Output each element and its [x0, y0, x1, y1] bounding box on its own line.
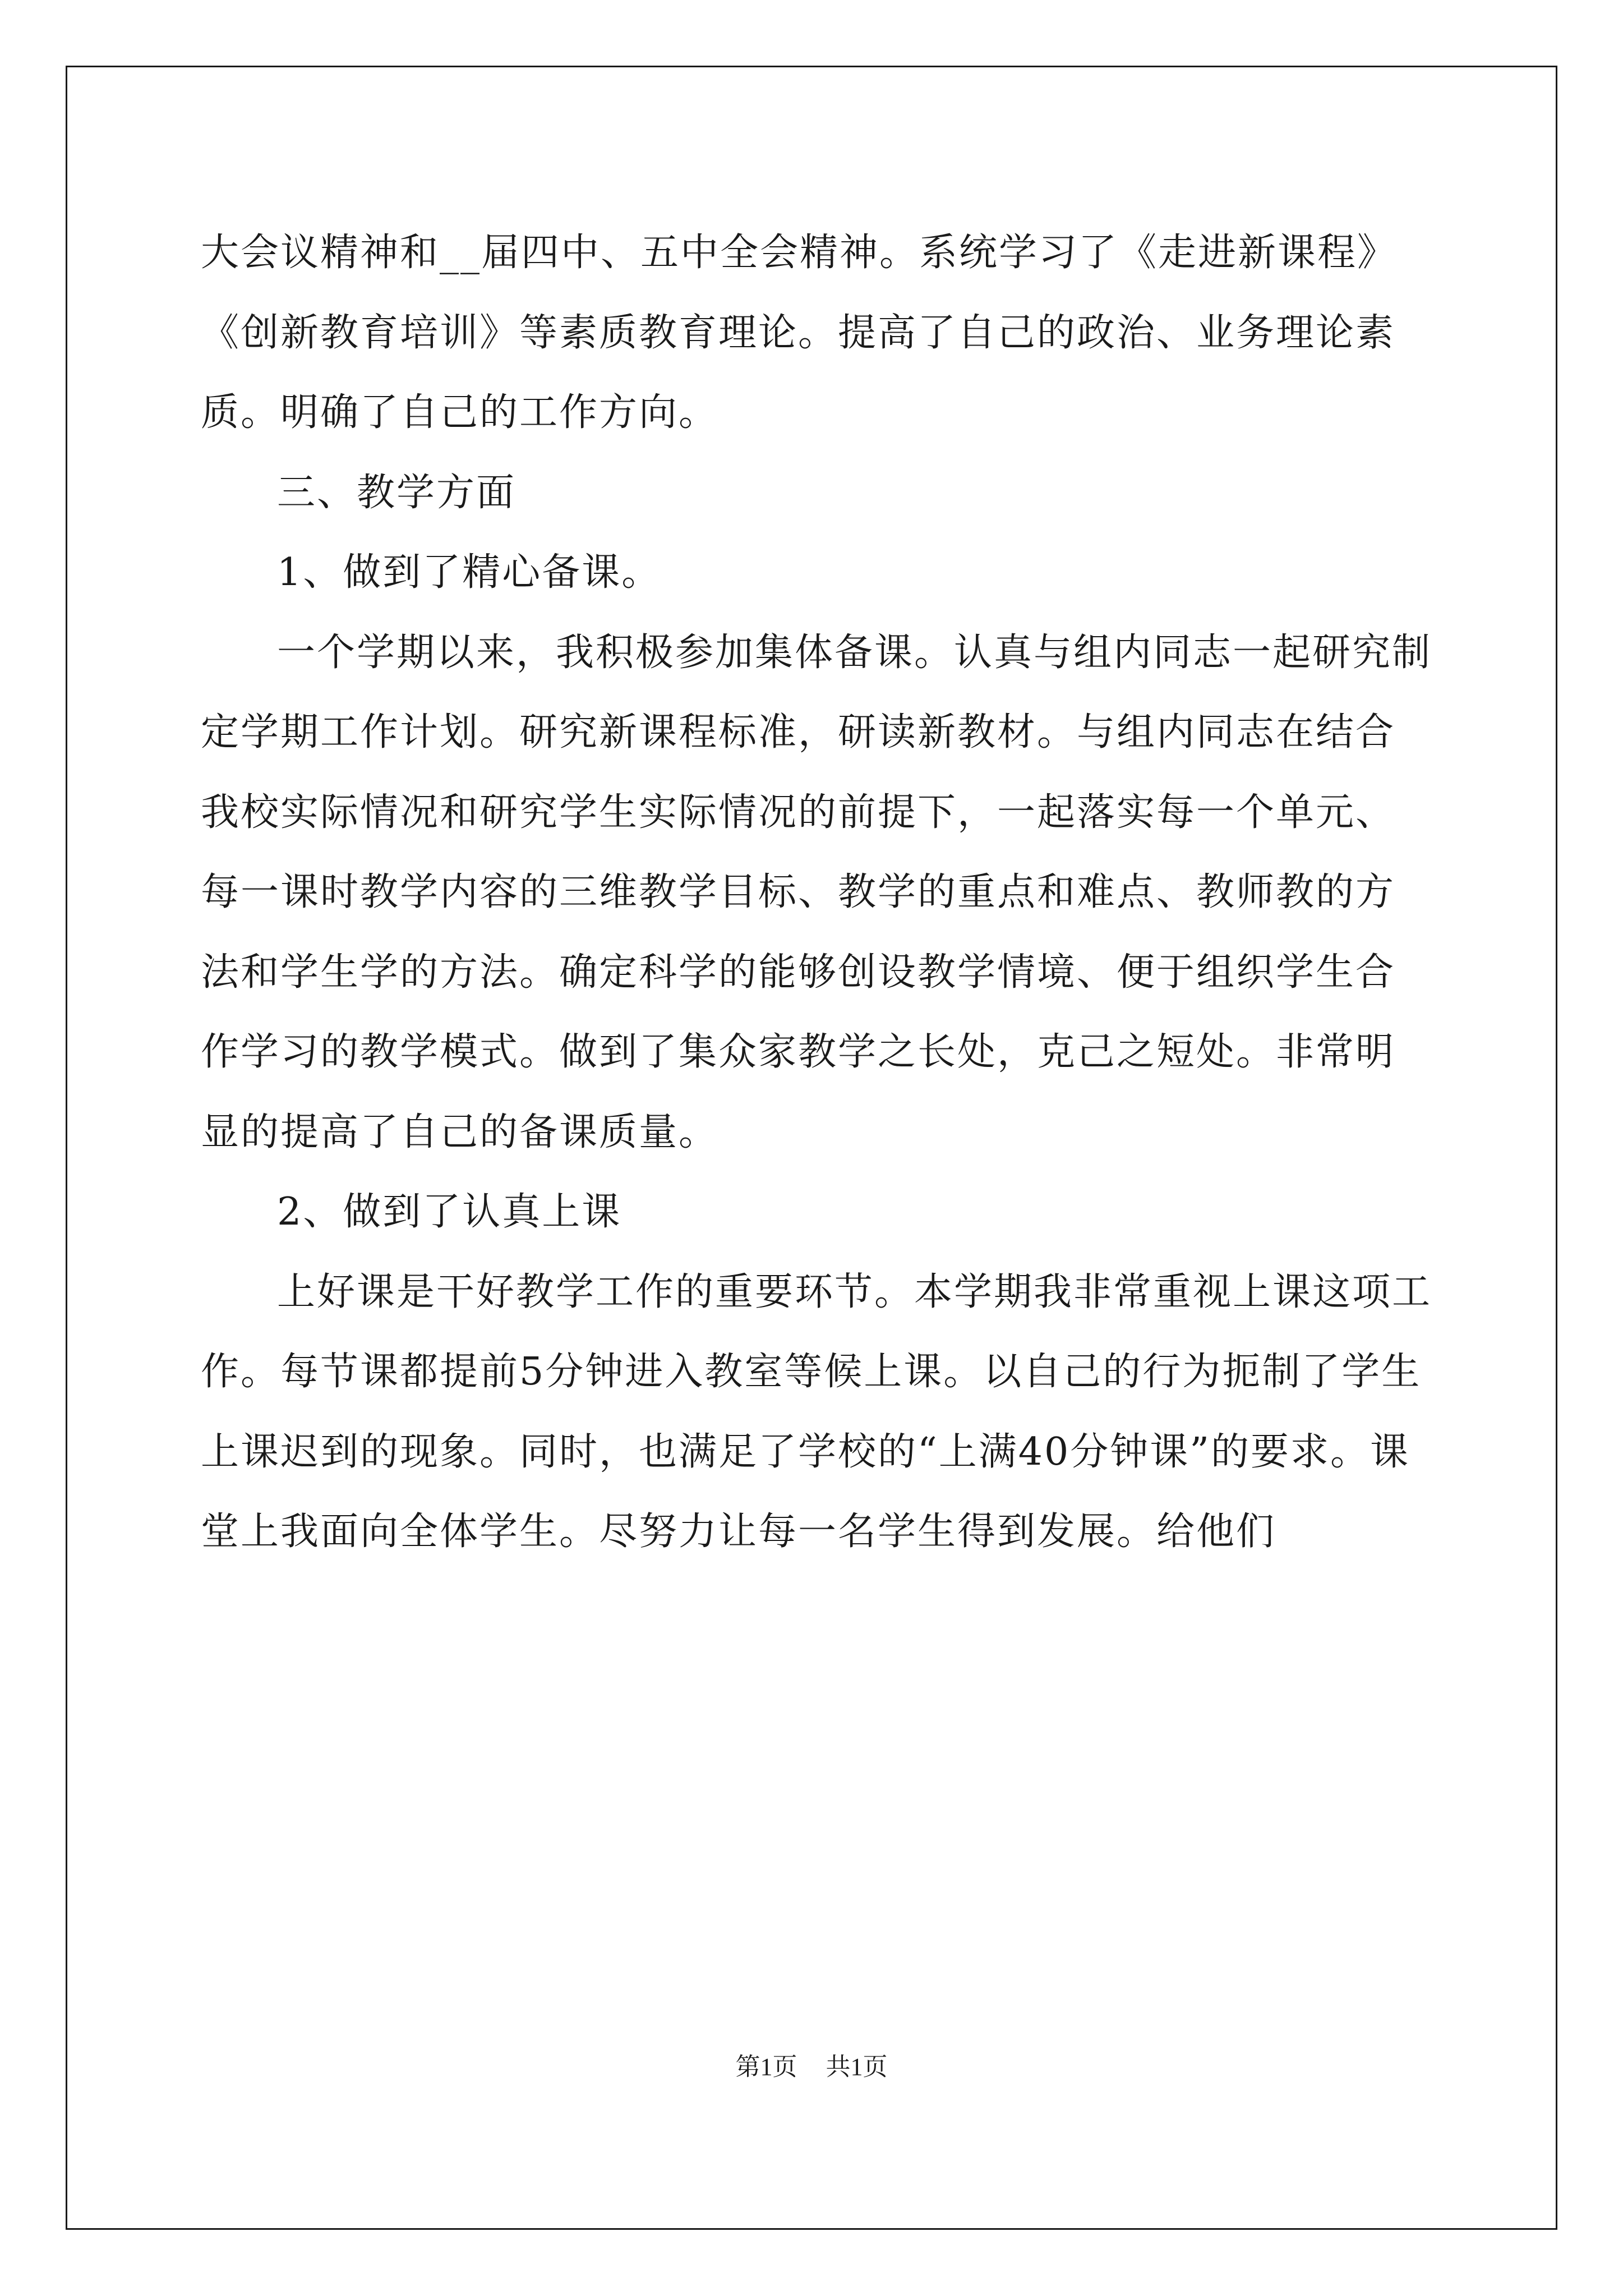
paragraph-lesson-prep: 一个学期以来，我积极参加集体备课。认真与组内同志一起研究制定学期工作计划。研究新课程标准，研读新教材。与组内同志在结合我校实际情况和研究学生实际情况的前提下，一起落实每一个单元、每一课时教学内容的三维教学目标、教学的重点和难点、教师教的方法和学生学的方法。确定科学的能够创设教学情境、便于组织学生合作学习的教学模式。做到了集众家教学之长处，克己之短处。非常明显的提高了自己的备课质量。: [201, 630, 1432, 1154]
subheading-lesson-prep: 1、做到了精心备课。: [277, 550, 662, 595]
subheading-teaching-class: 2、做到了认真上课: [277, 1190, 622, 1234]
paragraph-1: 大会议精神和__届四中、五中全会精神。系统学习了《走进新课程》《创新教育培训》等素质教育理论。提高了自己的政治、业务理论素质。明确了自己的工作方向。: [201, 231, 1398, 435]
page-number: 第1页: [735, 2053, 797, 2081]
section-heading-teaching: 三、教学方面: [277, 470, 517, 515]
page-footer: [0, 2046, 1623, 2082]
page-total: 共1页: [826, 2053, 888, 2081]
document-body: [201, 213, 1435, 1572]
paragraph-teaching-class: 上好课是干好教学工作的重要环节。本学期我非常重视上课这项工作。每节课都提前5分钟进入教室等候上课。以自己的行为扼制了学生上课迟到的现象。同时，也满足了学校的“上满40分钟课”的要求。课堂上我面向全体学生。尽努力让每一名学生得到发展。给他们: [201, 1269, 1432, 1554]
